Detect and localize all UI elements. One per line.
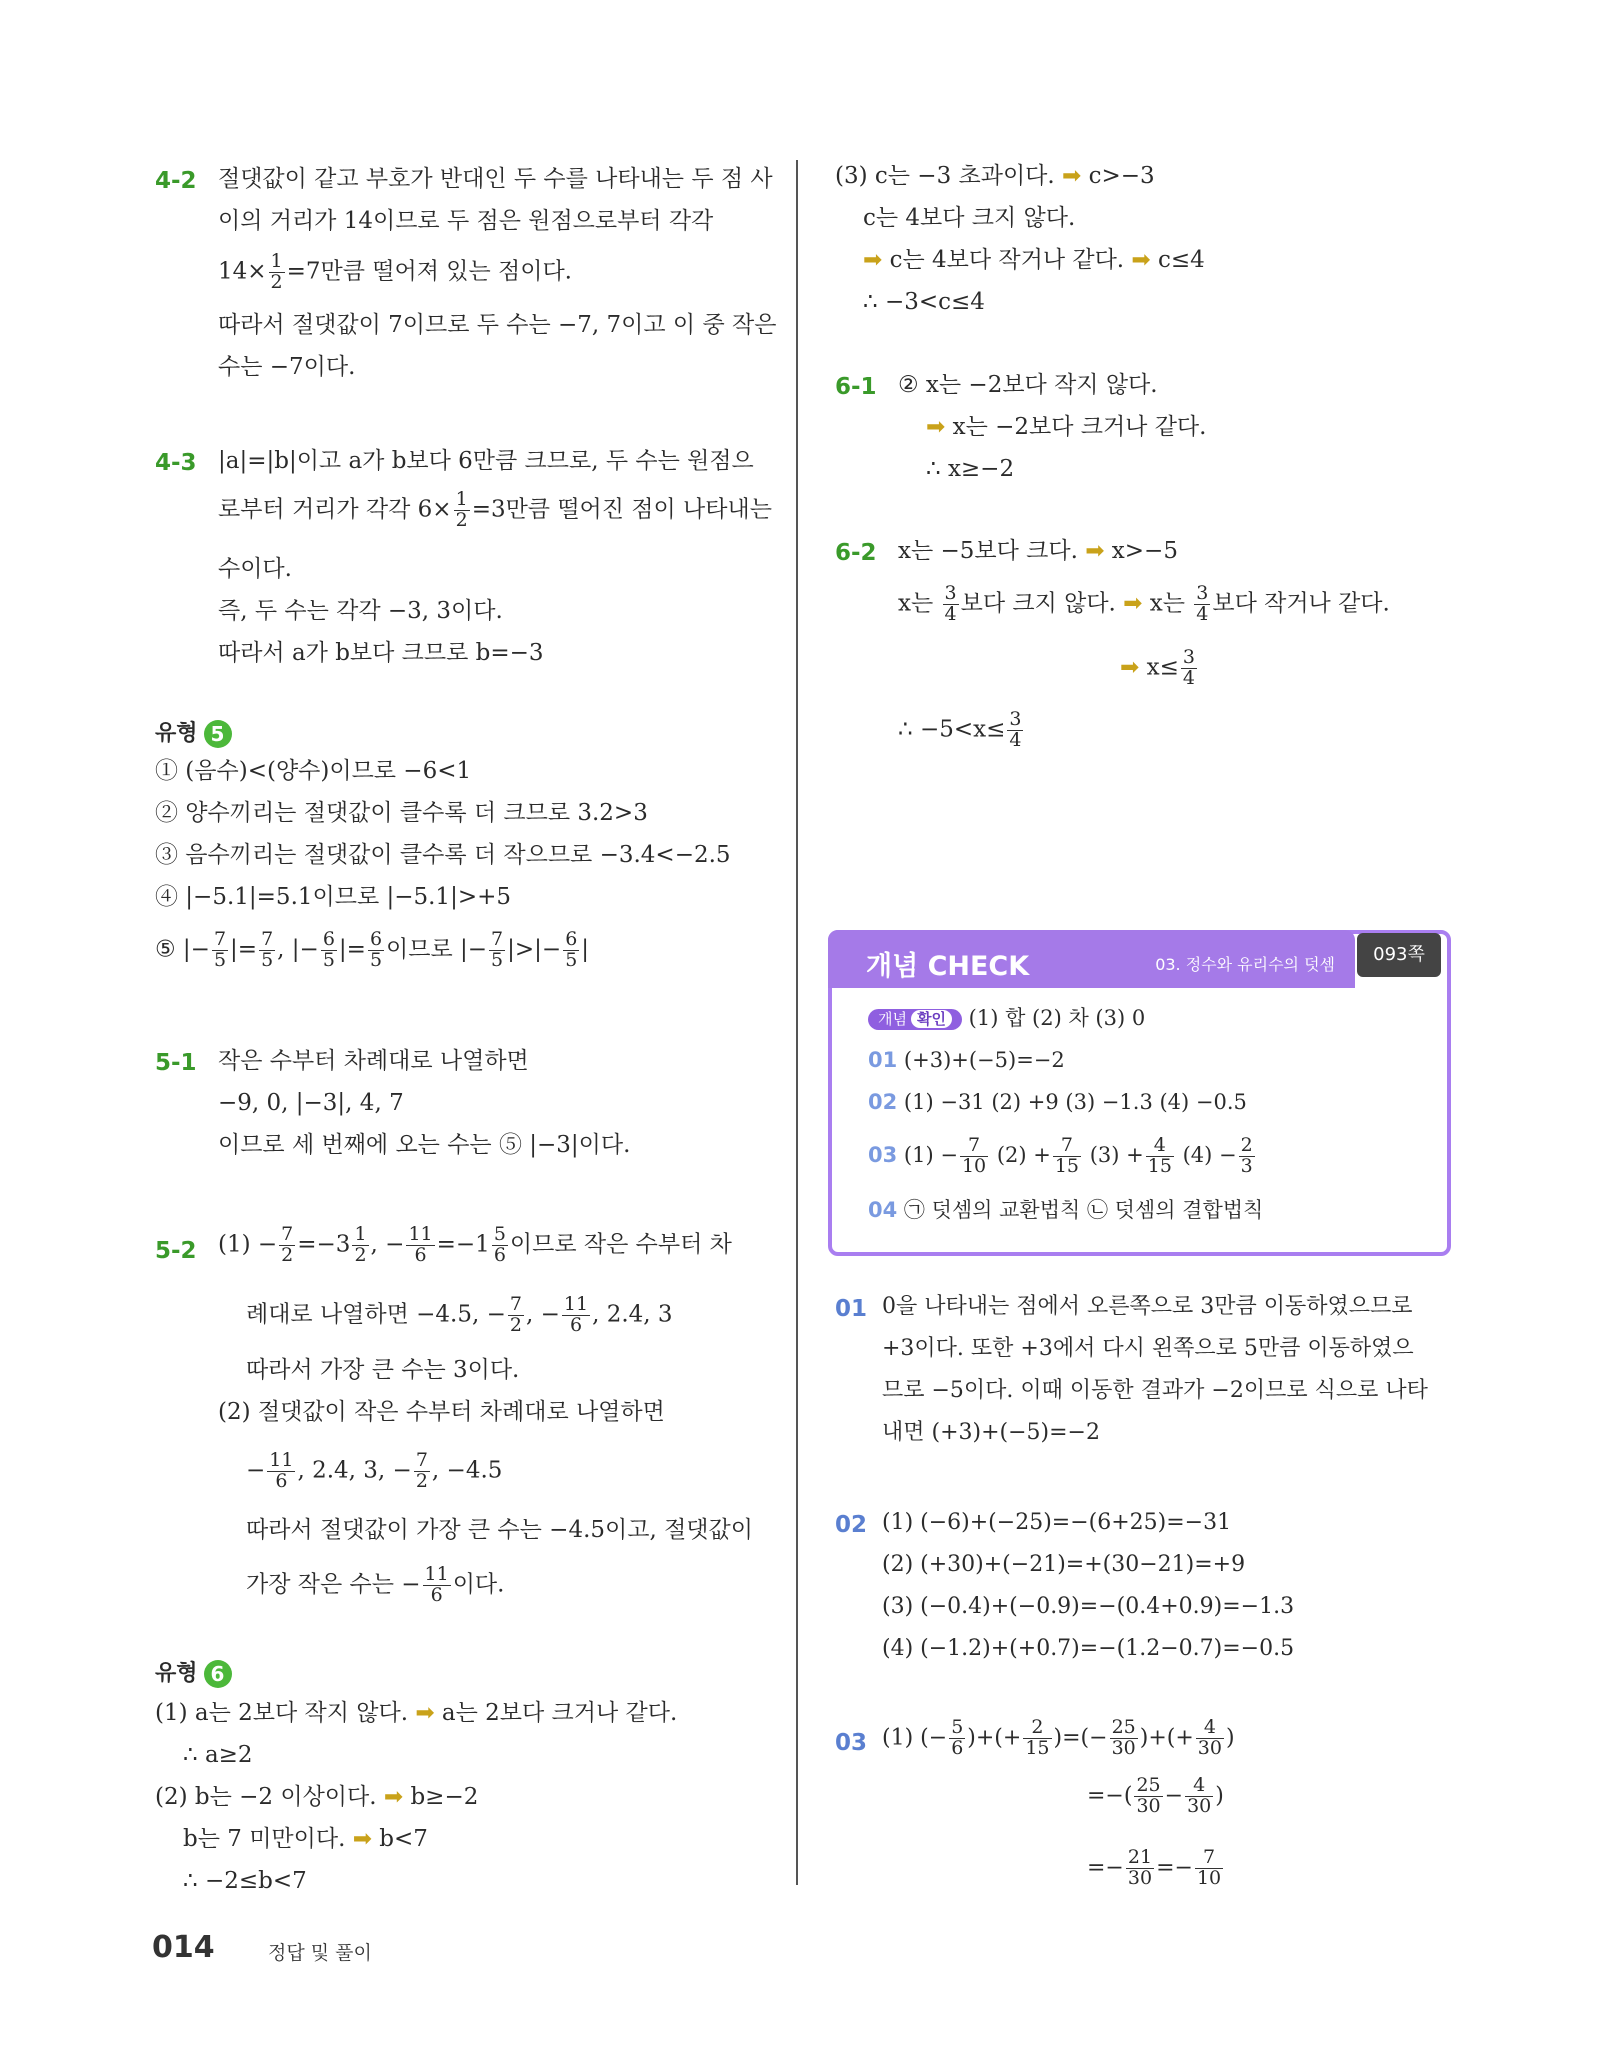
label-02: 02: [835, 1512, 868, 1538]
text-line: 따라서 절댓값이 7이므로 두 수는 −7, 7이고 이 중 작은: [218, 312, 777, 338]
text-line: (1) a는 2보다 작지 않다. ➡ a는 2보다 크거나 같다.: [155, 1700, 678, 1726]
footer-title: 정답 및 풀이: [268, 1942, 372, 1964]
label-03: 03: [835, 1730, 868, 1756]
text-line: (1) − $\frac{7}{2}$ =−3 $\frac{1}{2}$ , − $\frac{11}{6}$ =−1 $\frac{5}{6}$ 이므로 작은 수부터 차: [218, 1223, 732, 1266]
text-line: 14× $\frac{1}{2}$ =7만큼 떨어져 있는 점이다.: [218, 250, 572, 293]
label-6-2: 6-2: [835, 540, 877, 566]
text-line: 가장 작은 수는 − $\frac{11}{6}$ 이다.: [246, 1563, 505, 1606]
text-line: 01 (+3)+(−5)=−2: [868, 1048, 1065, 1072]
text-line: 따라서 가장 큰 수는 3이다.: [246, 1357, 520, 1383]
arrow-right-icon: ➡: [1131, 247, 1151, 273]
arrow-right-icon: ➡: [383, 1784, 404, 1810]
text-line: 이의 거리가 14이므로 두 점은 원점으로부터 각각: [218, 208, 714, 234]
text-line: (3) c는 −3 초과이다. ➡ c>−3: [835, 163, 1155, 189]
text-line: 0을 나타내는 점에서 오른쪽으로 3만큼 이동하였으므로: [882, 1294, 1413, 1319]
text-line: ∴ −5<x≤ $\frac{3}{4}$: [898, 708, 1022, 751]
text-line: +3이다. 또한 +3에서 다시 왼쪽으로 5만큼 이동하였으: [882, 1336, 1414, 1361]
label-5-1: 5-1: [155, 1050, 197, 1076]
text-line: x는 $\frac{3}{4}$ 보다 크지 않다. ➡ x는 $\frac{3}{4}$ 보다 작거나 같다.: [898, 582, 1390, 625]
label-6-1: 6-1: [835, 374, 877, 400]
label-01: 01: [835, 1296, 868, 1322]
arrow-right-icon: ➡: [352, 1826, 372, 1852]
text-line: (1) (− $\frac{5}{6}$ )+(+ $\frac{2}{15}$ )=(− $\frac{25}{30}$ )+(+ $\frac{4}{30}$ ): [882, 1716, 1235, 1759]
text-line: 02 (1) −31 (2) +9 (3) −1.3 (4) −0.5: [868, 1090, 1247, 1114]
text-line: ➡ x≤ $\frac{3}{4}$: [1120, 646, 1195, 689]
arrow-right-icon: ➡: [1120, 654, 1140, 681]
text-line: 절댓값이 같고 부호가 반대인 두 수를 나타내는 두 점 사: [218, 166, 773, 192]
text-line: (1) (−6)+(−25)=−(6+25)=−31: [882, 1510, 1232, 1535]
text-line: =−( $\frac{25}{30}$ − $\frac{4}{30}$ ): [1087, 1774, 1224, 1817]
arrow-right-icon: ➡: [926, 414, 946, 440]
type-6-heading: 유형 6: [155, 1656, 232, 1688]
text-line: ② x는 −2보다 작지 않다.: [898, 372, 1158, 398]
list-item: ④ |−5.1|=5.1이므로 |−5.1|>+5: [155, 884, 511, 910]
text-line: 로부터 거리가 각각 6× $\frac{1}{2}$ =3만큼 떨어진 점이 나타내는: [218, 488, 772, 531]
label-4-3: 4-3: [155, 450, 197, 476]
text-line: 작은 수부터 차례대로 나열하면: [218, 1048, 529, 1074]
text-line: 03 (1) − $\frac{7}{10}$ (2) + $\frac{7}{15}$ (3) + $\frac{4}{15}$ (4) − $\frac{2}{3}$: [868, 1134, 1253, 1177]
text-line: x는 −5보다 크다. ➡ x>−5: [898, 538, 1178, 564]
arrow-right-icon: ➡: [415, 1700, 435, 1726]
text-line: 수는 −7이다.: [218, 354, 356, 380]
text-line: (2) 절댓값이 작은 수부터 차례대로 나열하면: [218, 1399, 665, 1425]
concept-check-header: [828, 930, 1355, 988]
page-reference-tag: 093쪽: [1357, 933, 1441, 977]
text-line: 므로 −5이다. 이때 이동한 결과가 −2이므로 식으로 나타: [882, 1378, 1428, 1403]
text-line: ➡ x는 −2보다 크거나 같다.: [926, 414, 1207, 440]
label-4-2: 4-2: [155, 168, 197, 194]
label-5-2: 5-2: [155, 1238, 197, 1264]
column-divider: [796, 160, 798, 1885]
text-line: (2) b는 −2 이상이다. ➡ b≥−2: [155, 1784, 479, 1810]
text-line: 04 ㉠ 덧셈의 교환법칙 ㉡ 덧셈의 결합법칙: [868, 1198, 1264, 1222]
list-item: ① (음수)<(양수)이므로 −6<1: [155, 758, 472, 784]
concept-pill: 개념 확인: [868, 1009, 962, 1030]
text-line: ∴ −3<c≤4: [863, 289, 985, 315]
text-line: c는 4보다 크지 않다.: [863, 205, 1076, 231]
text-line: 이므로 세 번째에 오는 수는 ⑤ |−3|이다.: [218, 1132, 631, 1158]
text-line: ∴ x≥−2: [926, 456, 1015, 482]
text-line: ➡ c는 4보다 작거나 같다. ➡ c≤4: [863, 247, 1205, 273]
list-item: ③ 음수끼리는 절댓값이 클수록 더 작으므로 −3.4<−2.5: [155, 842, 731, 868]
text-line: 례대로 나열하면 −4.5, − $\frac{7}{2}$ , − $\frac{11}{6}$ , 2.4, 3: [246, 1293, 673, 1336]
text-line: ∴ −2≤b<7: [183, 1868, 307, 1894]
concept-check-subtitle: 03. 정수와 유리수의 덧셈: [1155, 955, 1335, 974]
list-item: ⑤ |− $\frac{7}{5}$ |= $\frac{7}{5}$ , |− $\frac{6}{5}$ |= $\frac{6}{5}$ 이므로 |− $\frac{7}{5}$ |>|− $\frac{6}{5}$ |: [155, 928, 590, 971]
concept-check-title: 개념 CHECK: [866, 951, 1030, 982]
text-line: 따라서 a가 b보다 크므로 b=−3: [218, 640, 544, 666]
page-number: 014: [152, 1930, 215, 1965]
arrow-right-icon: ➡: [1085, 538, 1105, 564]
list-item: ② 양수끼리는 절댓값이 클수록 더 크므로 3.2>3: [155, 800, 648, 826]
text-line: b는 7 미만이다. ➡ b<7: [183, 1826, 428, 1852]
text-line: |a|=|b|이고 a가 b보다 6만큼 크므로, 두 수는 원점으: [218, 448, 754, 474]
text-line: (2) (+30)+(−21)=+(30−21)=+9: [882, 1552, 1246, 1577]
text-line: −9, 0, |−3|, 4, 7: [218, 1090, 404, 1116]
arrow-right-icon: ➡: [863, 247, 883, 273]
text-line: 개념 확인 (1) 합 (2) 차 (3) 0: [868, 1008, 1145, 1030]
text-line: ∴ a≥2: [183, 1742, 253, 1768]
text-line: − $\frac{11}{6}$ , 2.4, 3, − $\frac{7}{2}$ , −4.5: [246, 1449, 503, 1492]
text-line: =− $\frac{21}{30}$ =− $\frac{7}{10}$: [1087, 1846, 1222, 1889]
text-line: 내면 (+3)+(−5)=−2: [882, 1420, 1100, 1445]
text-line: 수이다.: [218, 556, 292, 582]
text-line: (3) (−0.4)+(−0.9)=−(0.4+0.9)=−1.3: [882, 1594, 1295, 1619]
arrow-right-icon: ➡: [1062, 163, 1082, 189]
text-line: 즉, 두 수는 각각 −3, 3이다.: [218, 598, 503, 624]
text-line: 따라서 절댓값이 가장 큰 수는 −4.5이고, 절댓값이: [246, 1517, 753, 1543]
type-5-heading: 유형 5: [155, 716, 232, 748]
text-line: (4) (−1.2)+(+0.7)=−(1.2−0.7)=−0.5: [882, 1636, 1295, 1661]
arrow-right-icon: ➡: [1123, 590, 1143, 617]
